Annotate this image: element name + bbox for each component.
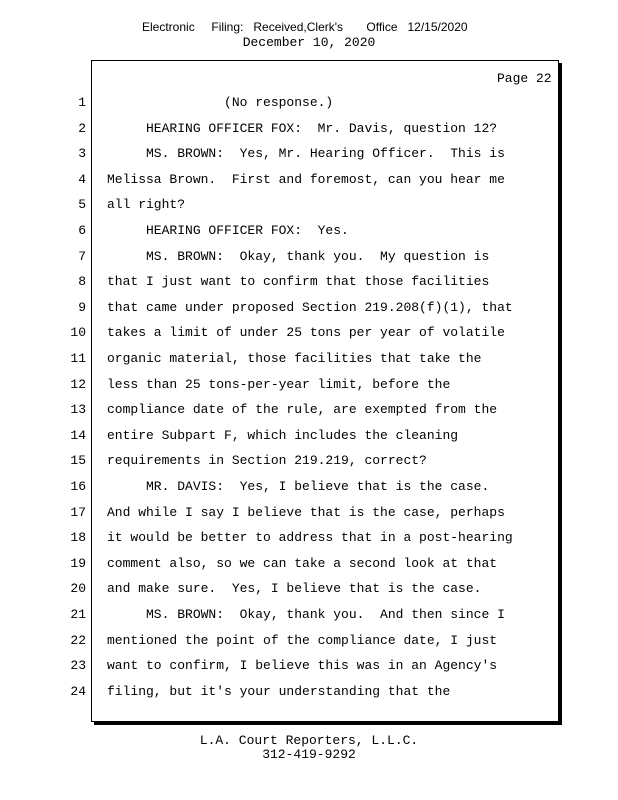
line-number: 8 xyxy=(78,274,86,290)
reporter-company: L.A. Court Reporters, L.L.C. xyxy=(199,733,419,748)
line-text: MS. BROWN: Okay, thank you. And then since I xyxy=(107,607,505,622)
transcript-line xyxy=(0,402,560,422)
transcript-line xyxy=(0,530,560,550)
transcript-line xyxy=(0,172,560,192)
line-text: all right? xyxy=(107,197,186,213)
line-number: 17 xyxy=(70,504,86,520)
line-text: compliance date of the rule, are exempted from the xyxy=(107,402,498,418)
line-text: MR. DAVIS: Yes, I believe that is the case. xyxy=(107,479,490,494)
line-text: MS. BROWN: Okay, thank you. My question is xyxy=(107,248,490,264)
transcript-line xyxy=(0,607,560,627)
transcript-line xyxy=(0,581,560,601)
transcript-line xyxy=(0,351,560,371)
line-text: (No response.) xyxy=(107,95,334,110)
line-number: 13 xyxy=(70,402,86,418)
line-text: And while I say I believe that is the case, perhaps xyxy=(107,504,505,520)
line-number: 12 xyxy=(70,376,86,392)
line-text: HEARING OFFICER FOX: Yes. xyxy=(107,223,349,238)
transcript-line xyxy=(0,633,560,653)
transcript-line xyxy=(0,556,560,576)
transcript-line xyxy=(0,223,560,243)
line-number: 15 xyxy=(70,453,86,469)
line-text: filing, but it's your understanding that the xyxy=(107,683,451,699)
line-text: less than 25 tons-per-year limit, before the xyxy=(107,376,451,392)
transcript-line xyxy=(0,249,560,269)
line-number: 10 xyxy=(70,325,86,341)
transcript-line xyxy=(0,146,560,166)
line-number: 24 xyxy=(70,683,86,699)
transcript-line xyxy=(0,197,560,217)
transcript-line xyxy=(0,274,560,294)
line-text: takes a limit of under 25 tons per year of volatile xyxy=(107,325,505,341)
line-number: 23 xyxy=(70,658,86,674)
line-number: 21 xyxy=(70,607,86,622)
reporter-phone: 312-419-9292 xyxy=(262,747,356,762)
line-number: 14 xyxy=(70,427,86,443)
line-text: that came under proposed Section 219.208(f)(1), that xyxy=(107,299,513,315)
transcript-line xyxy=(0,95,560,115)
line-text: requirements in Section 219.219, correct? xyxy=(107,453,427,469)
line-text: organic material, those facilities that take the xyxy=(107,351,482,366)
line-number: 2 xyxy=(78,120,86,136)
line-text: MS. BROWN: Yes, Mr. Hearing Officer. This is xyxy=(107,146,505,162)
transcript-line xyxy=(0,325,560,345)
line-number: 11 xyxy=(70,351,86,366)
transcript-line xyxy=(0,428,560,448)
transcript-line xyxy=(0,684,560,704)
line-number: 4 xyxy=(78,171,86,187)
transcript-line xyxy=(0,658,560,678)
transcript-line xyxy=(0,453,560,473)
line-text: it would be better to address that in a post-hearing xyxy=(107,530,513,546)
transcript-line xyxy=(0,377,560,397)
line-number: 1 xyxy=(78,95,86,110)
line-number: 7 xyxy=(78,248,86,264)
line-text: that I just want to confirm that those facilities xyxy=(107,274,490,290)
line-number: 9 xyxy=(78,299,86,315)
line-text: and make sure. Yes, I believe that is the case. xyxy=(107,581,482,597)
hearing-date: December 10, 2020 xyxy=(242,35,376,50)
line-text: want to confirm, I believe this was in an Agency's xyxy=(107,658,498,674)
line-number: 5 xyxy=(78,197,86,213)
line-text: comment also, so we can take a second look at that xyxy=(107,555,498,571)
page-number: Page 22 xyxy=(497,71,552,86)
line-text: mentioned the point of the compliance date, I just xyxy=(107,632,498,648)
line-number: 20 xyxy=(70,581,86,597)
transcript-line xyxy=(0,479,560,499)
line-number: 18 xyxy=(70,530,86,546)
filing-stamp: Electronic Filing: Received,Clerk's Office 12/15/2020 xyxy=(142,20,468,34)
line-number: 6 xyxy=(78,223,86,238)
line-text: HEARING OFFICER FOX: Mr. Davis, question 12? xyxy=(107,120,498,136)
transcript-line xyxy=(0,300,560,320)
line-text: entire Subpart F, which includes the cleaning xyxy=(107,427,459,443)
transcript-line xyxy=(0,505,560,525)
line-number: 19 xyxy=(70,555,86,571)
line-number: 16 xyxy=(70,479,86,494)
transcript-line xyxy=(0,121,560,141)
line-number: 3 xyxy=(78,146,86,162)
line-text: Melissa Brown. First and foremost, can you hear me xyxy=(107,171,505,187)
line-number: 22 xyxy=(70,632,86,648)
